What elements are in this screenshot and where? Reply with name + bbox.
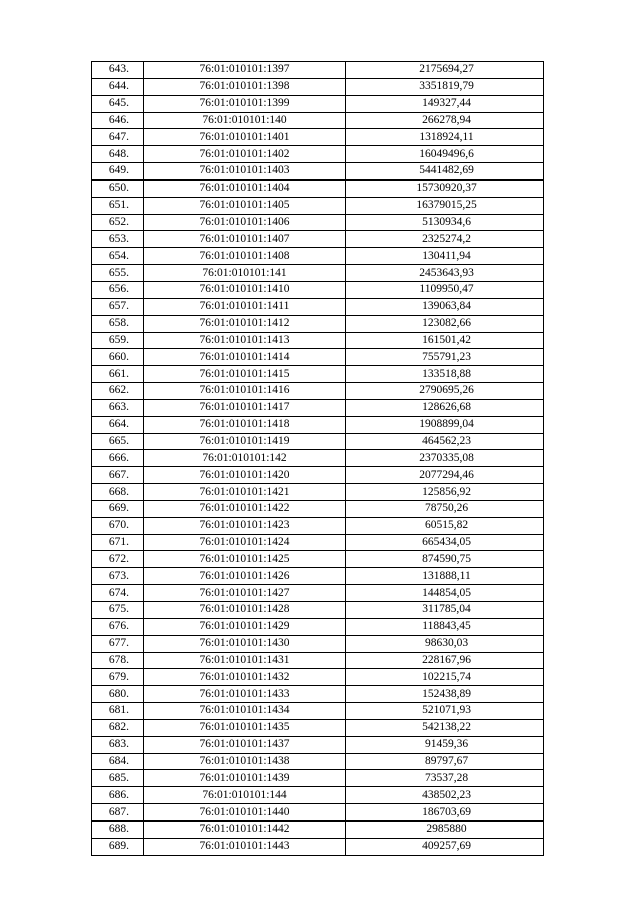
cadastral-value-cell: 98630,03 [346,635,544,652]
cadastral-number-cell: 76:01:010101:1419 [144,433,346,450]
table-row [92,383,544,400]
cadastral-number-cell: 76:01:010101:141 [144,265,346,282]
table-row [92,146,544,163]
table-row [92,416,544,433]
row-number-cell: 682. [92,719,144,736]
row-number-cell: 684. [92,753,144,770]
table-row [92,838,544,855]
table-row [92,568,544,585]
cadastral-value-cell: 89797,67 [346,753,544,770]
table-row [92,281,544,298]
cadastral-value-cell: 438502,23 [346,787,544,804]
cadastral-number-cell: 76:01:010101:1429 [144,618,346,635]
cadastral-number-cell: 76:01:010101:1423 [144,517,346,534]
row-number-cell: 655. [92,265,144,282]
row-number-cell: 673. [92,568,144,585]
table-row [92,180,544,197]
row-number-cell: 679. [92,669,144,686]
table-body [92,62,544,856]
cadastral-value-cell: 139063,84 [346,298,544,315]
cadastral-number-cell: 76:01:010101:1416 [144,383,346,400]
cadastral-number-cell: 76:01:010101:1440 [144,804,346,821]
table-row [92,551,544,568]
cadastral-number-cell: 76:01:010101:140 [144,112,346,129]
cadastral-number-cell: 76:01:010101:1397 [144,62,346,79]
cadastral-number-cell: 76:01:010101:1406 [144,214,346,231]
cadastral-value-table [91,61,544,856]
cadastral-value-cell: 311785,04 [346,602,544,619]
cadastral-number-cell: 76:01:010101:1422 [144,500,346,517]
row-number-cell: 646. [92,112,144,129]
table-row [92,770,544,787]
cadastral-value-cell: 409257,69 [346,838,544,855]
cadastral-value-cell: 5130934,6 [346,214,544,231]
cadastral-value-cell: 16379015,25 [346,197,544,214]
table-row [92,265,544,282]
table-row [92,635,544,652]
cadastral-value-cell: 102215,74 [346,669,544,686]
cadastral-value-cell: 73537,28 [346,770,544,787]
cadastral-number-cell: 76:01:010101:1410 [144,281,346,298]
cadastral-value-cell: 118843,45 [346,618,544,635]
row-number-cell: 657. [92,298,144,315]
cadastral-number-cell: 76:01:010101:1401 [144,129,346,146]
table-row [92,298,544,315]
cadastral-value-cell: 755791,23 [346,349,544,366]
row-number-cell: 668. [92,484,144,501]
cadastral-number-cell: 76:01:010101:1424 [144,534,346,551]
cadastral-value-cell: 149327,44 [346,95,544,112]
document-page [91,61,543,856]
row-number-cell: 652. [92,214,144,231]
cadastral-value-cell: 16049496,6 [346,146,544,163]
row-number-cell: 680. [92,686,144,703]
cadastral-number-cell: 76:01:010101:1413 [144,332,346,349]
row-number-cell: 649. [92,163,144,180]
table-row [92,821,544,838]
row-number-cell: 662. [92,383,144,400]
row-number-cell: 656. [92,281,144,298]
cadastral-number-cell: 76:01:010101:142 [144,450,346,467]
cadastral-value-cell: 2077294,46 [346,467,544,484]
cadastral-number-cell: 76:01:010101:1437 [144,736,346,753]
cadastral-number-cell: 76:01:010101:1408 [144,248,346,265]
row-number-cell: 675. [92,602,144,619]
cadastral-value-cell: 1908899,04 [346,416,544,433]
cadastral-number-cell: 76:01:010101:1417 [144,399,346,416]
table-row [92,450,544,467]
cadastral-value-cell: 542138,22 [346,719,544,736]
row-number-cell: 678. [92,652,144,669]
cadastral-value-cell: 1109950,47 [346,281,544,298]
row-number-cell: 648. [92,146,144,163]
row-number-cell: 644. [92,78,144,95]
row-number-cell: 687. [92,804,144,821]
table-row [92,686,544,703]
cadastral-number-cell: 76:01:010101:1411 [144,298,346,315]
cadastral-value-cell: 78750,26 [346,500,544,517]
cadastral-value-cell: 2175694,27 [346,62,544,79]
row-number-cell: 670. [92,517,144,534]
table-row [92,349,544,366]
cadastral-value-cell: 2370335,08 [346,450,544,467]
cadastral-value-cell: 2790695,26 [346,383,544,400]
cadastral-number-cell: 76:01:010101:1426 [144,568,346,585]
cadastral-value-cell: 2453643,93 [346,265,544,282]
table-row [92,602,544,619]
row-number-cell: 686. [92,787,144,804]
cadastral-number-cell: 76:01:010101:1404 [144,180,346,197]
cadastral-number-cell: 76:01:010101:1418 [144,416,346,433]
cadastral-value-cell: 228167,96 [346,652,544,669]
row-number-cell: 643. [92,62,144,79]
table-row [92,433,544,450]
cadastral-value-cell: 2325274,2 [346,231,544,248]
row-number-cell: 659. [92,332,144,349]
table-row [92,129,544,146]
table-row [92,197,544,214]
cadastral-number-cell: 76:01:010101:1435 [144,719,346,736]
table-row [92,787,544,804]
cadastral-number-cell: 76:01:010101:1432 [144,669,346,686]
table-row [92,214,544,231]
cadastral-number-cell: 76:01:010101:1407 [144,231,346,248]
cadastral-value-cell: 2985880 [346,821,544,838]
table-row [92,753,544,770]
table-row [92,517,544,534]
cadastral-value-cell: 665434,05 [346,534,544,551]
cadastral-number-cell: 76:01:010101:1430 [144,635,346,652]
cadastral-value-cell: 521071,93 [346,703,544,720]
cadastral-number-cell: 76:01:010101:1442 [144,821,346,838]
row-number-cell: 658. [92,315,144,332]
row-number-cell: 654. [92,248,144,265]
row-number-cell: 688. [92,821,144,838]
row-number-cell: 681. [92,703,144,720]
table-row [92,366,544,383]
cadastral-number-cell: 76:01:010101:1412 [144,315,346,332]
row-number-cell: 664. [92,416,144,433]
table-row [92,78,544,95]
cadastral-value-cell: 161501,42 [346,332,544,349]
cadastral-number-cell: 76:01:010101:1433 [144,686,346,703]
table-row [92,652,544,669]
table-row [92,399,544,416]
table-row [92,618,544,635]
table-row [92,248,544,265]
cadastral-number-cell: 76:01:010101:1439 [144,770,346,787]
row-number-cell: 671. [92,534,144,551]
cadastral-number-cell: 76:01:010101:1402 [144,146,346,163]
row-number-cell: 665. [92,433,144,450]
table-row [92,163,544,180]
table-row [92,95,544,112]
cadastral-number-cell: 76:01:010101:1420 [144,467,346,484]
cadastral-value-cell: 464562,23 [346,433,544,450]
cadastral-value-cell: 130411,94 [346,248,544,265]
row-number-cell: 674. [92,585,144,602]
row-number-cell: 683. [92,736,144,753]
row-number-cell: 689. [92,838,144,855]
cadastral-number-cell: 76:01:010101:1398 [144,78,346,95]
cadastral-value-cell: 1318924,11 [346,129,544,146]
cadastral-value-cell: 152438,89 [346,686,544,703]
table-row [92,231,544,248]
table-row [92,534,544,551]
row-number-cell: 672. [92,551,144,568]
cadastral-number-cell: 76:01:010101:1403 [144,163,346,180]
cadastral-number-cell: 76:01:010101:1415 [144,366,346,383]
row-number-cell: 676. [92,618,144,635]
table-row [92,804,544,821]
cadastral-number-cell: 76:01:010101:1438 [144,753,346,770]
cadastral-value-cell: 144854,05 [346,585,544,602]
table-row [92,467,544,484]
cadastral-value-cell: 874590,75 [346,551,544,568]
cadastral-number-cell: 76:01:010101:144 [144,787,346,804]
cadastral-number-cell: 76:01:010101:1414 [144,349,346,366]
cadastral-number-cell: 76:01:010101:1421 [144,484,346,501]
cadastral-number-cell: 76:01:010101:1405 [144,197,346,214]
row-number-cell: 651. [92,197,144,214]
cadastral-value-cell: 133518,88 [346,366,544,383]
cadastral-number-cell: 76:01:010101:1425 [144,551,346,568]
table-row [92,500,544,517]
row-number-cell: 645. [92,95,144,112]
cadastral-value-cell: 15730920,37 [346,180,544,197]
row-number-cell: 663. [92,399,144,416]
cadastral-value-cell: 266278,94 [346,112,544,129]
cadastral-value-cell: 60515,82 [346,517,544,534]
table-row [92,703,544,720]
table-row [92,332,544,349]
cadastral-number-cell: 76:01:010101:1443 [144,838,346,855]
table-row [92,62,544,79]
cadastral-value-cell: 3351819,79 [346,78,544,95]
table-row [92,719,544,736]
table-row [92,736,544,753]
cadastral-number-cell: 76:01:010101:1399 [144,95,346,112]
row-number-cell: 667. [92,467,144,484]
cadastral-value-cell: 5441482,69 [346,163,544,180]
table-row [92,315,544,332]
row-number-cell: 661. [92,366,144,383]
cadastral-value-cell: 131888,11 [346,568,544,585]
cadastral-value-cell: 128626,68 [346,399,544,416]
row-number-cell: 685. [92,770,144,787]
cadastral-number-cell: 76:01:010101:1434 [144,703,346,720]
table-row [92,112,544,129]
cadastral-number-cell: 76:01:010101:1431 [144,652,346,669]
cadastral-value-cell: 186703,69 [346,804,544,821]
row-number-cell: 669. [92,500,144,517]
row-number-cell: 647. [92,129,144,146]
row-number-cell: 653. [92,231,144,248]
table-row [92,484,544,501]
cadastral-value-cell: 125856,92 [346,484,544,501]
table-row [92,669,544,686]
table-row [92,585,544,602]
row-number-cell: 677. [92,635,144,652]
cadastral-value-cell: 123082,66 [346,315,544,332]
cadastral-value-cell: 91459,36 [346,736,544,753]
row-number-cell: 650. [92,180,144,197]
cadastral-number-cell: 76:01:010101:1427 [144,585,346,602]
row-number-cell: 660. [92,349,144,366]
row-number-cell: 666. [92,450,144,467]
cadastral-number-cell: 76:01:010101:1428 [144,602,346,619]
